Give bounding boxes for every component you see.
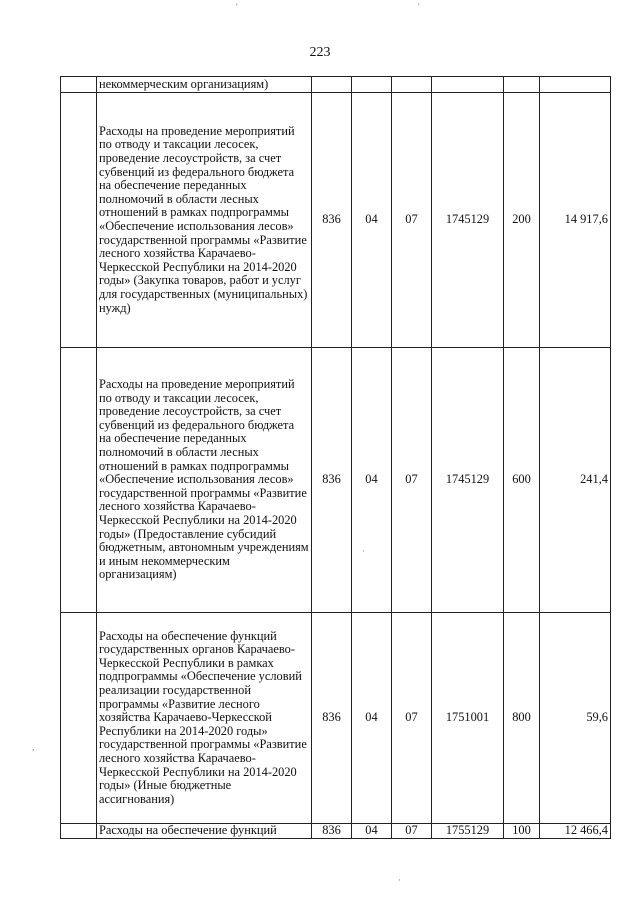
table-row	[61, 77, 611, 93]
table-row	[61, 613, 611, 824]
row-name-cell: некоммерческим организациям)	[97, 77, 312, 93]
blank-cell	[61, 77, 97, 93]
section-code-cell: 04	[352, 93, 392, 348]
amount-cell: 59,6	[540, 613, 611, 824]
scan-speck: '	[236, 2, 238, 12]
scan-speck: '	[418, 2, 420, 12]
target-article-cell: 1751001	[432, 613, 504, 824]
blank-cell	[61, 824, 97, 839]
scan-speck: ,	[32, 742, 35, 752]
target-article-cell: 1745129	[432, 348, 504, 613]
admin-code-cell: 836	[312, 348, 352, 613]
budget-table	[60, 76, 611, 839]
row-name-cell: Расходы на проведение мероприятий по отводу и таксации лесосек, проведение лесоустройств, за счет субвенций из федерального бюджета на обеспечение переданных полномочий в области лесных отношений в рамках подпрограммы «Обеспечение использования лесов» государственной программы «Развитие лесного хозяйства Карачаево-Черкесской Республики на 2014-2020 годы» (Закупка товаров, работ и услуг для государственных (муниципальных) нужд)	[97, 93, 312, 348]
target-article-cell	[432, 77, 504, 93]
section-code-cell	[352, 77, 392, 93]
expense-type-cell: 100	[504, 824, 540, 839]
amount-cell: 14 917,6	[540, 93, 611, 348]
blank-cell	[61, 93, 97, 348]
admin-code-cell: 836	[312, 613, 352, 824]
subsection-code-cell: 07	[392, 824, 432, 839]
row-name-cell: Расходы на проведение мероприятий по отводу и таксации лесосек, проведение лесоустройств, за счет субвенций из федерального бюджета на обеспечение переданных полномочий в области лесных отношений в рамках подпрограммы «Обеспечение использования лесов» государственной программы «Развитие лесного хозяйства Карачаево-Черкесской Республики на 2014-2020 годы» (Предоставление субсидий бюджетным, автономным учреждениям и иным некоммерческим организациям)	[97, 348, 312, 613]
table-row	[61, 348, 611, 613]
row-name-cell: Расходы на обеспечение функций государственных органов Карачаево-Черкесской Республики в рамках подпрограммы «Обеспечение условий реализации государственной программы «Развитие лесного хозяйства Карачаево-Черкесской Республики на 2014-2020 годы» государственной программы «Развитие лесного хозяйства Карачаево-Черкесской Республики на 2014-2020 годы» (Иные бюджетные ассигнования)	[97, 613, 312, 824]
blank-cell	[61, 348, 97, 613]
scan-speck: ·	[362, 546, 365, 556]
expense-type-cell	[504, 77, 540, 93]
amount-cell: 241,4	[540, 348, 611, 613]
expense-type-cell: 600	[504, 348, 540, 613]
expense-type-cell: 200	[504, 93, 540, 348]
section-code-cell: 04	[352, 348, 392, 613]
section-code-cell: 04	[352, 824, 392, 839]
amount-cell	[540, 77, 611, 93]
subsection-code-cell: 07	[392, 348, 432, 613]
blank-cell	[61, 613, 97, 824]
target-article-cell: 1755129	[432, 824, 504, 839]
scan-speck: ·	[398, 875, 401, 885]
subsection-code-cell	[392, 77, 432, 93]
amount-cell: 12 466,4	[540, 824, 611, 839]
expense-type-cell: 800	[504, 613, 540, 824]
page-number: 223	[309, 45, 331, 60]
row-name-cell: Расходы на обеспечение функций	[97, 824, 312, 839]
table-row	[61, 93, 611, 348]
table-row	[61, 824, 611, 839]
admin-code-cell: 836	[312, 93, 352, 348]
admin-code-cell	[312, 77, 352, 93]
section-code-cell: 04	[352, 613, 392, 824]
subsection-code-cell: 07	[392, 93, 432, 348]
subsection-code-cell: 07	[392, 613, 432, 824]
admin-code-cell: 836	[312, 824, 352, 839]
target-article-cell: 1745129	[432, 93, 504, 348]
